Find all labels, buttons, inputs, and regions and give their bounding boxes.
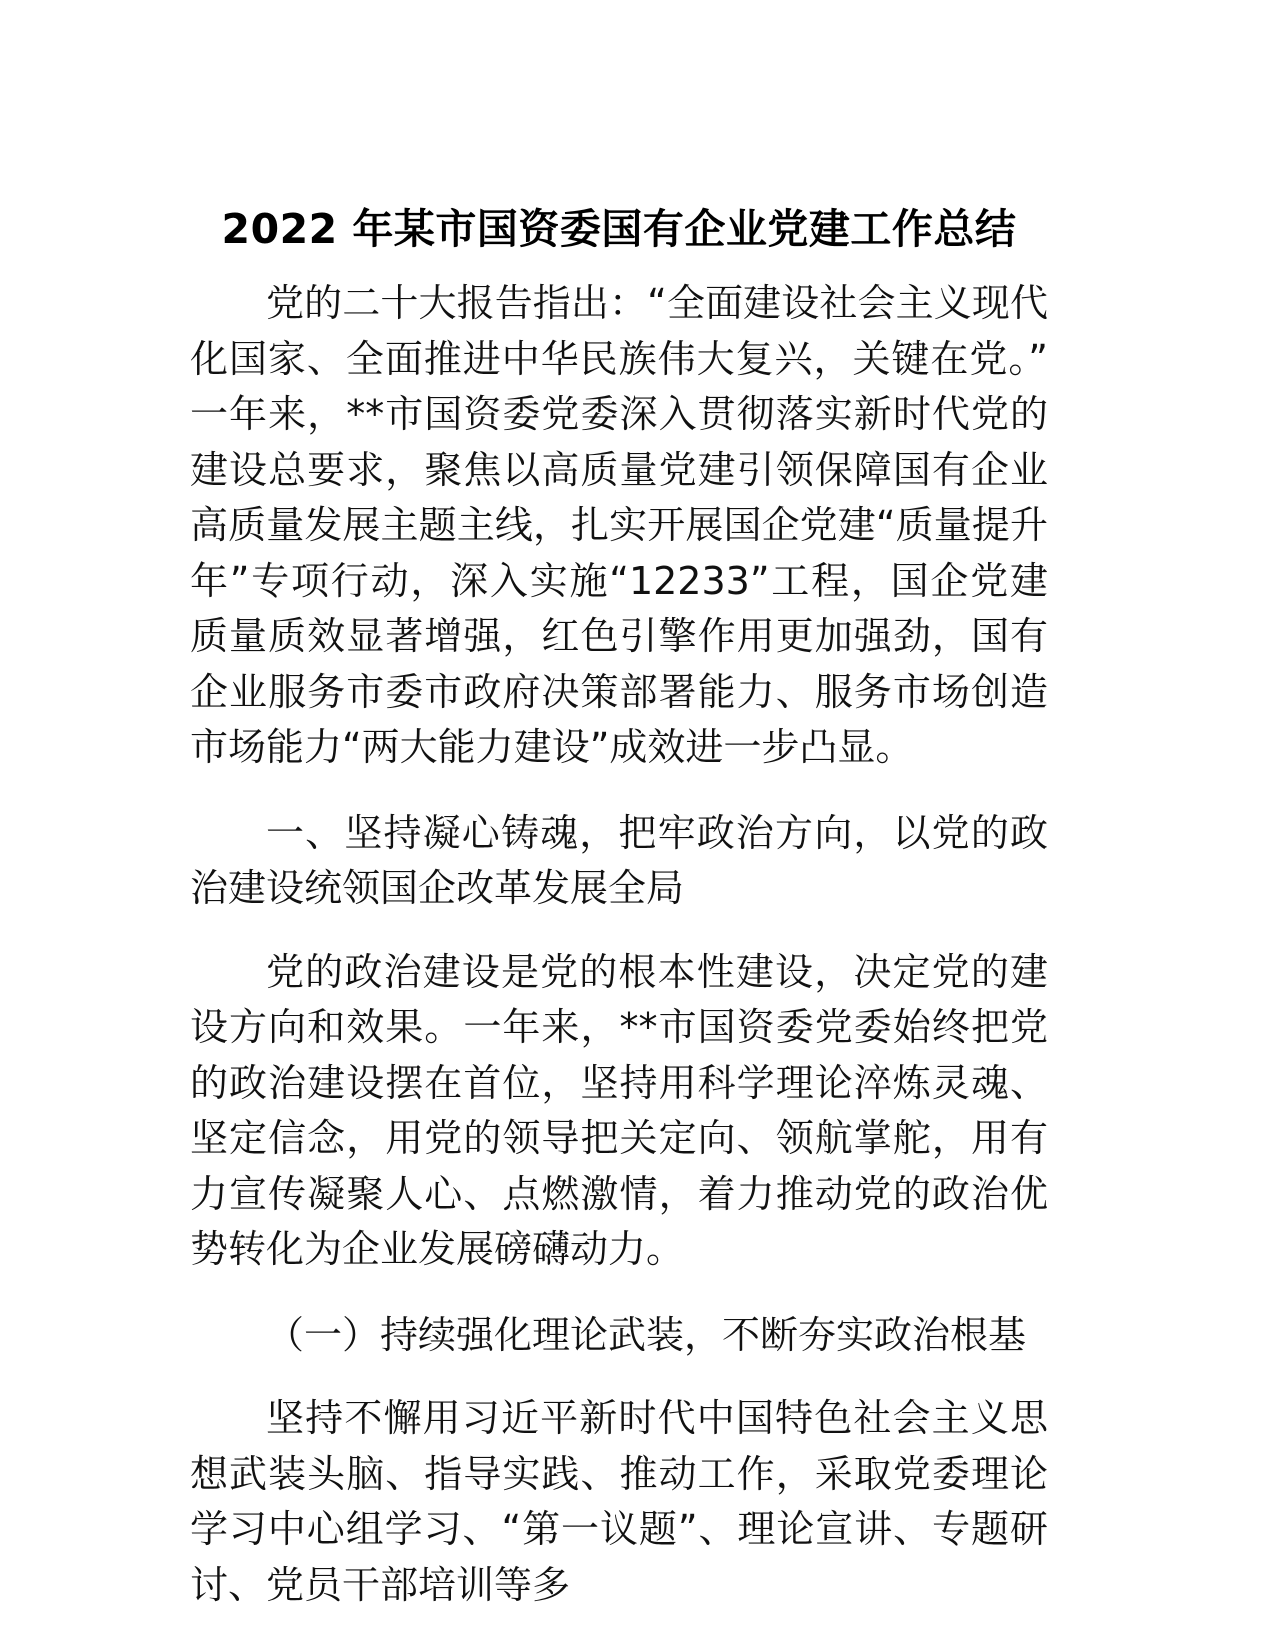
page-title: 2022 年某市国资委国有企业党建工作总结	[221, 205, 1017, 253]
section-heading-one: 一、坚持凝心铸魂，把牢政治方向，以党的政治建设统领国企改革发展全局	[190, 810, 1048, 910]
paragraph-political-building: 党的政治建设是党的根本性建设，决定党的建设方向和效果。一年来，**市国资委党委始终把党的政治建设摆在首位，坚持用科学理论淬炼灵魂、坚定信念，用党的领导把关定向、领航掌舵，用有力宣传凝聚人心、点燃激情，着力推动党的政治优势转化为企业发展磅礴动力。	[190, 949, 1048, 1271]
paragraph-theory-armament: 坚持不懈用习近平新时代中国特色社会主义思想武装头脑、指导实践、推动工作，采取党委理论学习中心组学习、“第一议题”、理论宣讲、专题研讨、党员干部培训等多	[190, 1396, 1048, 1607]
paragraph-opening: 党的二十大报告指出：“全面建设社会主义现代化国家、全面推进中华民族伟大复兴，关键在党。”一年来，**市国资委党委深入贯彻落实新时代党的建设总要求，聚焦以高质量党建引领保障国有企业高质量发展主题主线，扎实开展国企党建“质量提升年”专项行动，深入实施“12233”工程，国企党建质量质效显著增强，红色引擎作用更加强劲，国有企业服务市委市政府决策部署能力、服务市场创造市场能力“两大能力建设”成效进一步凸显。	[190, 281, 1048, 769]
document-body	[190, 196, 1048, 1613]
subsection-heading-one-a: （一）持续强化理论武装，不断夯实政治根基	[266, 1312, 1027, 1357]
